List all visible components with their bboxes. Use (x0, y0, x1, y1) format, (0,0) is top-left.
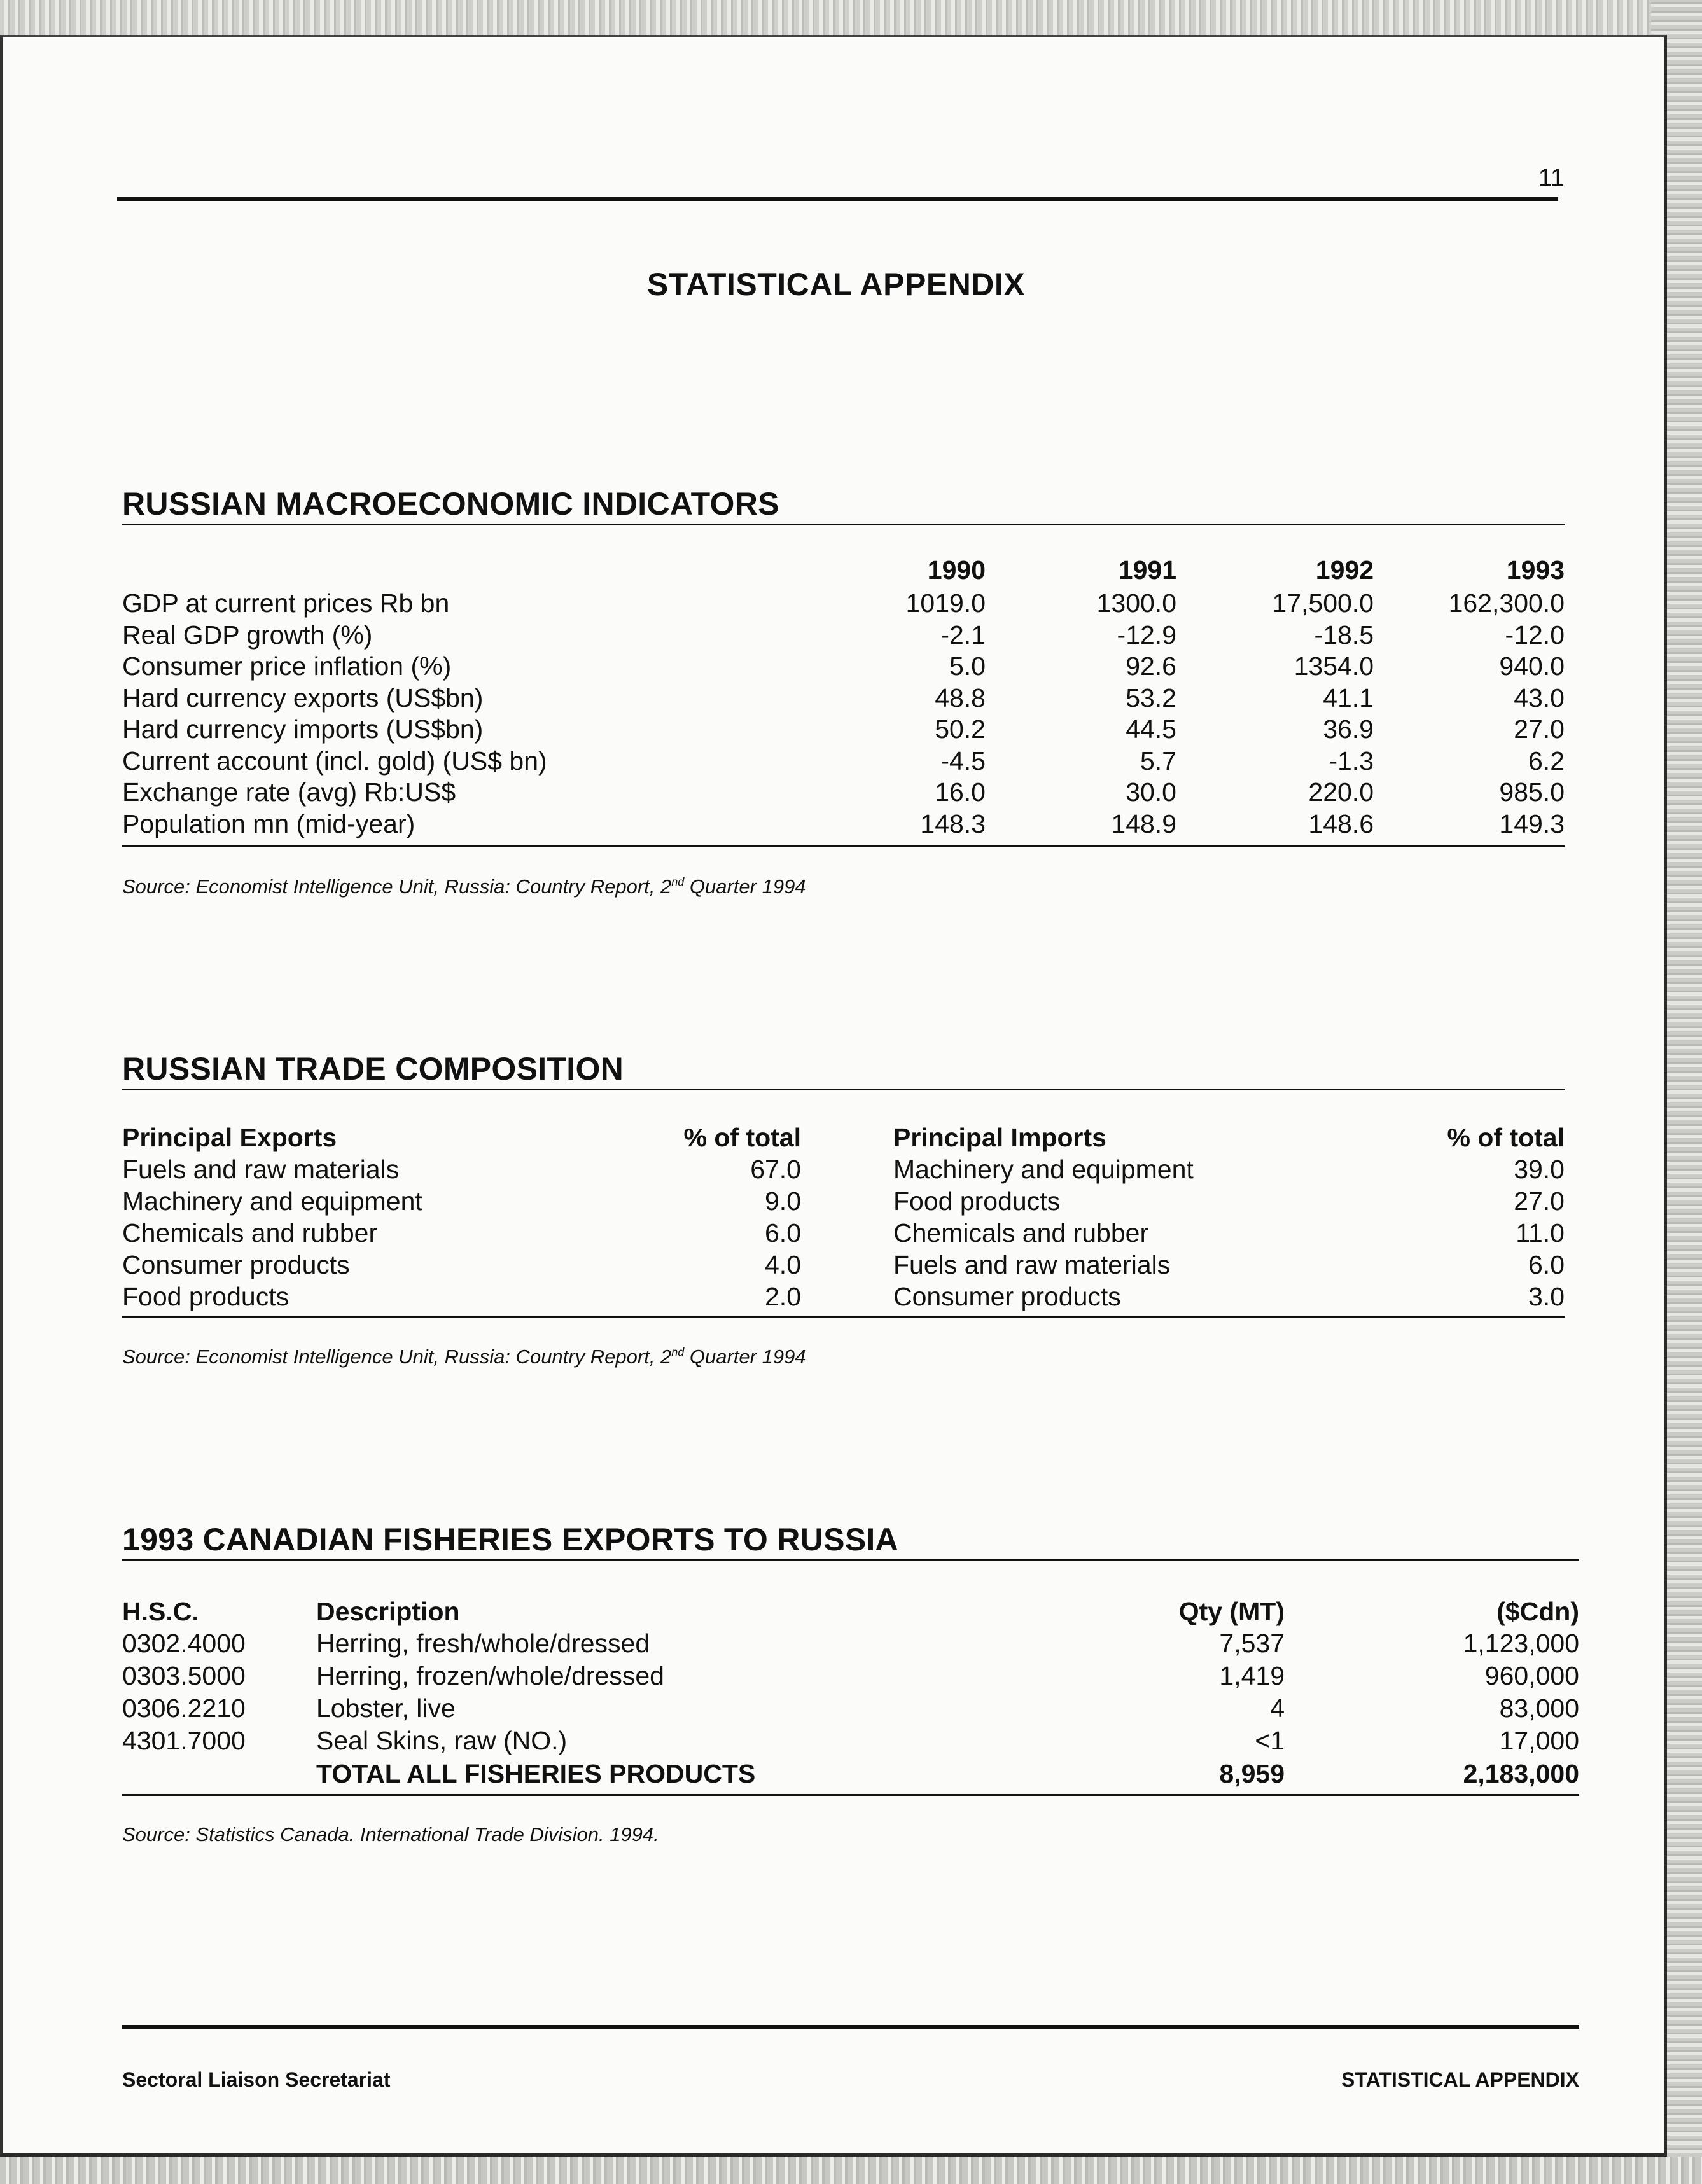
export-pct: 6.0 (765, 1218, 801, 1248)
indicator-value: -1.3 (1329, 746, 1374, 776)
footer-left-text: Sectoral Liaison Secretariat (122, 2068, 391, 2091)
indicator-value: -18.5 (1314, 620, 1374, 650)
indicator-value: 43.0 (1514, 683, 1565, 713)
indicator-value: 44.5 (1126, 714, 1176, 744)
indicator-value: 149.3 (1499, 809, 1565, 838)
value: 1,123,000 (1463, 1629, 1579, 1658)
exports-header: Principal Exports (122, 1123, 337, 1152)
qty-header: Qty (MT) (1178, 1597, 1285, 1626)
page-number: 11 (1538, 164, 1565, 192)
export-pct: 2.0 (765, 1282, 801, 1311)
fisheries-top-rule (122, 1559, 1579, 1561)
macro-section-title: RUSSIAN MACROECONOMIC INDICATORS (122, 486, 779, 522)
year-header: 1991 (1118, 555, 1176, 585)
indicator-label: Hard currency imports (US$bn) (122, 714, 484, 744)
indicator-value: 220.0 (1308, 777, 1374, 807)
indicator-value: 41.1 (1323, 683, 1374, 713)
indicator-label: Exchange rate (avg) Rb:US$ (122, 777, 456, 807)
indicator-value: 940.0 (1499, 651, 1565, 681)
indicator-label: Real GDP growth (%) (122, 620, 373, 650)
imports-pct-header: % of total (1447, 1123, 1565, 1152)
total-value: 2,183,000 (1463, 1759, 1579, 1788)
indicator-value: 16.0 (935, 777, 986, 807)
indicator-value: 53.2 (1126, 683, 1176, 713)
product-description: Lobster, live (316, 1694, 456, 1723)
indicator-value: 27.0 (1514, 714, 1565, 744)
hsc-header: H.S.C. (122, 1597, 199, 1626)
import-item: Food products (893, 1186, 1061, 1216)
product-description: Seal Skins, raw (NO.) (316, 1726, 568, 1755)
fisheries-source-note: Source: Statistics Canada. International Trade Division. 1994. (122, 1823, 659, 1846)
indicator-value: 1300.0 (1096, 588, 1176, 618)
import-item: Machinery and equipment (893, 1155, 1194, 1184)
indicator-value: 148.6 (1308, 809, 1374, 838)
product-description: Herring, fresh/whole/dressed (316, 1629, 650, 1658)
import-pct: 27.0 (1514, 1186, 1565, 1216)
source-superscript: nd (671, 875, 685, 889)
source-text-suffix: Quarter 1994 (684, 875, 806, 898)
macro-top-rule (122, 524, 1565, 525)
source-text: Source: Economist Intelligence Unit, Russia: Country Report, 2 (122, 875, 672, 898)
indicator-value: 92.6 (1126, 651, 1176, 681)
indicator-label: Population mn (mid-year) (122, 809, 415, 838)
export-pct: 67.0 (750, 1155, 801, 1184)
indicator-value: 1354.0 (1294, 651, 1374, 681)
value: 17,000 (1499, 1726, 1579, 1755)
year-header: 1992 (1315, 555, 1374, 585)
source-text-suffix: Quarter 1994 (684, 1346, 806, 1368)
indicator-value: 985.0 (1499, 777, 1565, 807)
imports-header: Principal Imports (893, 1123, 1106, 1152)
total-qty: 8,959 (1219, 1759, 1285, 1788)
indicator-value: 48.8 (935, 683, 986, 713)
hsc-code: 0302.4000 (122, 1629, 246, 1658)
hsc-code: 0303.5000 (122, 1661, 246, 1690)
year-header: 1993 (1506, 555, 1565, 585)
import-item: Fuels and raw materials (893, 1250, 1171, 1279)
indicator-value: 162,300.0 (1448, 588, 1565, 618)
export-item: Food products (122, 1282, 289, 1311)
export-item: Consumer products (122, 1250, 350, 1279)
footer-right-text: STATISTICAL APPENDIX (1341, 2068, 1579, 2091)
document-page (0, 35, 1667, 2157)
value-header: ($Cdn) (1496, 1597, 1579, 1626)
export-item: Chemicals and rubber (122, 1218, 378, 1248)
fisheries-section-title: 1993 CANADIAN FISHERIES EXPORTS TO RUSSIA (122, 1522, 898, 1557)
indicator-value: 6.2 (1528, 746, 1565, 776)
hsc-code: 0306.2210 (122, 1694, 246, 1723)
indicator-value: 30.0 (1126, 777, 1176, 807)
fisheries-bottom-rule (122, 1794, 1579, 1796)
macro-source-note (122, 875, 806, 898)
year-header: 1990 (927, 555, 986, 585)
import-item: Chemicals and rubber (893, 1218, 1149, 1248)
scan-edge-top (0, 0, 1702, 35)
indicator-value: 5.0 (949, 651, 986, 681)
value: 83,000 (1499, 1694, 1579, 1723)
exports-pct-header: % of total (683, 1123, 801, 1152)
page-title: STATISTICAL APPENDIX (646, 267, 1026, 302)
indicator-value: -4.5 (940, 746, 986, 776)
indicator-label: Current account (incl. gold) (US$ bn) (122, 746, 547, 776)
indicator-label: Consumer price inflation (%) (122, 651, 452, 681)
indicator-value: -2.1 (940, 620, 986, 650)
export-pct: 9.0 (765, 1186, 801, 1216)
trade-section-title: RUSSIAN TRADE COMPOSITION (122, 1051, 624, 1087)
import-pct: 11.0 (1516, 1218, 1565, 1248)
import-pct: 39.0 (1514, 1155, 1565, 1184)
import-pct: 3.0 (1528, 1282, 1565, 1311)
indicator-value: -12.9 (1117, 620, 1176, 650)
indicator-value: -12.0 (1505, 620, 1565, 650)
source-text: Source: Economist Intelligence Unit, Russia: Country Report, 2 (122, 1346, 672, 1368)
quantity: 4 (1270, 1694, 1285, 1723)
quantity: 1,419 (1219, 1661, 1285, 1690)
export-pct: 4.0 (765, 1250, 801, 1279)
footer-rule (122, 2025, 1579, 2029)
indicator-label: GDP at current prices Rb bn (122, 588, 450, 618)
description-header: Description (316, 1597, 460, 1626)
value: 960,000 (1484, 1661, 1579, 1690)
export-item: Machinery and equipment (122, 1186, 422, 1216)
import-item: Consumer products (893, 1282, 1121, 1311)
trade-bottom-rule (122, 1316, 1565, 1318)
indicator-value: 148.9 (1111, 809, 1176, 838)
quantity: <1 (1255, 1726, 1285, 1755)
macro-bottom-rule (122, 845, 1565, 847)
export-item: Fuels and raw materials (122, 1155, 400, 1184)
indicator-value: 1019.0 (905, 588, 986, 618)
indicator-value: 148.3 (920, 809, 986, 838)
indicator-value: 17,500.0 (1272, 588, 1374, 618)
header-rule (117, 197, 1558, 201)
indicator-label: Hard currency exports (US$bn) (122, 683, 484, 713)
indicator-value: 36.9 (1323, 714, 1374, 744)
source-superscript: nd (671, 1346, 685, 1359)
import-pct: 6.0 (1528, 1250, 1565, 1279)
indicator-value: 50.2 (935, 714, 986, 744)
trade-top-rule (122, 1089, 1565, 1090)
indicator-value: 5.7 (1140, 746, 1176, 776)
trade-source-note (122, 1346, 806, 1368)
quantity: 7,537 (1219, 1629, 1285, 1658)
total-label: TOTAL ALL FISHERIES PRODUCTS (316, 1759, 756, 1788)
product-description: Herring, frozen/whole/dressed (316, 1661, 664, 1690)
hsc-code: 4301.7000 (122, 1726, 246, 1755)
scan-edge-bottom (0, 2157, 1702, 2184)
